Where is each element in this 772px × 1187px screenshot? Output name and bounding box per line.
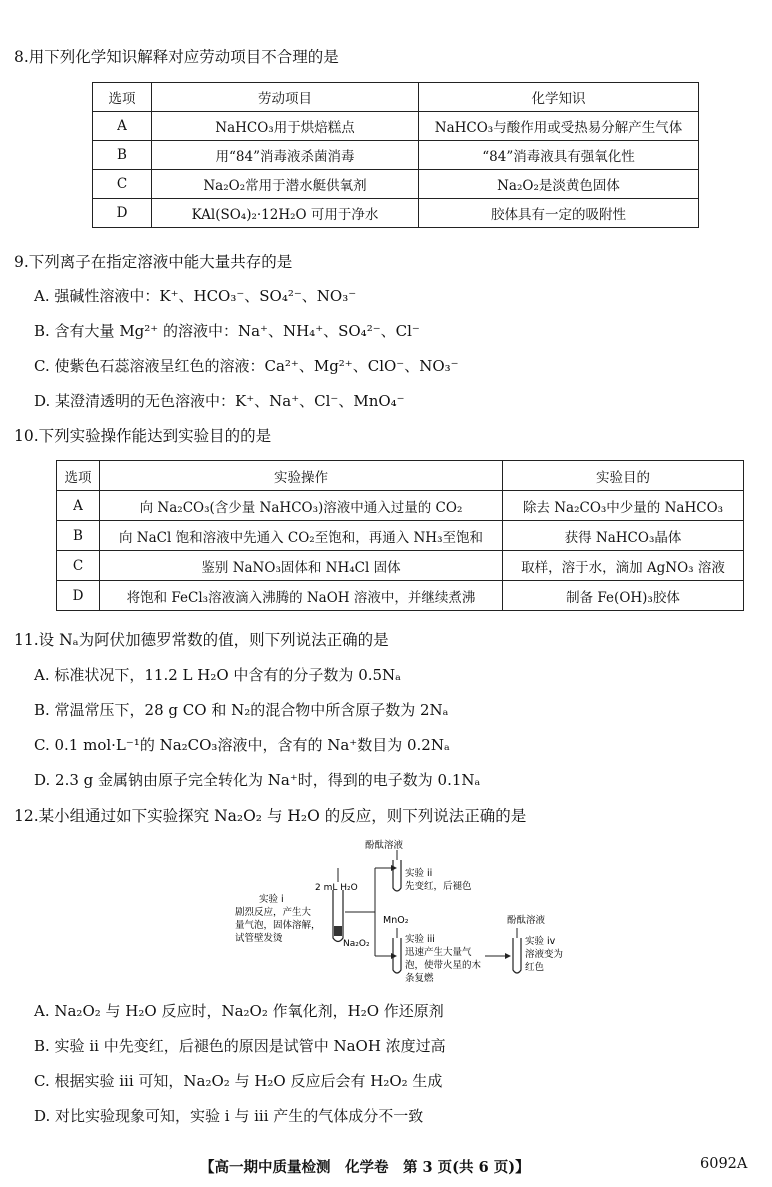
q11-option-a: A. 标准状况下，11.2 L H₂O 中含有的分子数为 0.5Nₐ — [34, 666, 401, 684]
col-header-option: 选项 — [57, 461, 100, 491]
table-row — [57, 551, 744, 581]
table-cell: Na₂O₂常用于潜水艇供氧剂 — [152, 170, 419, 199]
na2o2-label: Na₂O₂ — [343, 939, 370, 949]
table-cell: 除去 Na₂CO₃中少量的 NaHCO₃ — [503, 491, 744, 521]
table-row — [57, 491, 744, 521]
table-cell: 向 NaCl 饱和溶液中先通入 CO₂至饱和，再通入 NH₃至饱和 — [100, 521, 503, 551]
exp3-text: 实验 iii 迅速产生大量气 泡，使带火星的木 条复燃 — [405, 934, 482, 984]
table-row — [57, 521, 744, 551]
arrow-head — [391, 865, 397, 871]
q11-option-b: B. 常温常压下，28 g CO 和 N₂的混合物中所含原子数为 2Nₐ — [34, 701, 449, 719]
test-tube-exp4 — [513, 938, 521, 973]
q12-option-b: B. 实验 ii 中先变红，后褪色的原因是试管中 NaOH 浓度过高 — [34, 1037, 446, 1055]
table-header-row — [57, 461, 744, 491]
table-row — [93, 199, 699, 228]
table-cell: 用“84”消毒液杀菌消毒 — [152, 141, 419, 170]
table-cell: A — [57, 491, 100, 521]
table-cell: 胶体具有一定的吸附性 — [419, 199, 699, 228]
table-cell: 制备 Fe(OH)₃胶体 — [503, 581, 744, 611]
q9-option-b: B. 含有大量 Mg²⁺ 的溶液中：Na⁺、NH₄⁺、SO₄²⁻、Cl⁻ — [34, 322, 420, 340]
col-header-operation: 实验操作 — [100, 461, 503, 491]
table-cell: C — [57, 551, 100, 581]
q12-stem: 12.某小组通过如下实验探究 Na₂O₂ 与 H₂O 的反应，则下列说法正确的是 — [14, 807, 527, 825]
table-cell: B — [57, 521, 100, 551]
q12-option-c: C. 根据实验 iii 可知，Na₂O₂ 与 H₂O 反应后会有 H₂O₂ 生成 — [34, 1072, 443, 1090]
mno2-label: MnO₂ — [383, 915, 409, 926]
table-cell: A — [93, 112, 152, 141]
q9-option-a: A. 强碱性溶液中：K⁺、HCO₃⁻、SO₄²⁻、NO₃⁻ — [34, 287, 357, 305]
table-cell: 向 Na₂CO₃(含少量 NaHCO₃)溶液中通入过量的 CO₂ — [100, 491, 503, 521]
table-cell: KAl(SO₄)₂·12H₂O 可用于净水 — [152, 199, 419, 228]
col-header-labor: 劳动项目 — [152, 83, 419, 112]
q9-option-d: D. 某澄清透明的无色溶液中：K⁺、Na⁺、Cl⁻、MnO₄⁻ — [34, 392, 405, 410]
q8-stem: 8.用下列化学知识解释对应劳动项目不合理的是 — [14, 48, 339, 66]
table-cell: Na₂O₂是淡黄色固体 — [419, 170, 699, 199]
table-cell: 鉴别 NaNO₃固体和 NH₄Cl 固体 — [100, 551, 503, 581]
q11-stem: 11.设 Nₐ为阿伏加德罗常数的值，则下列说法正确的是 — [14, 631, 389, 649]
water-label: 2 mL H₂O — [315, 883, 358, 893]
paper-code: 6092A — [700, 1156, 748, 1172]
exp4-text: 实验 iv 溶液变为 红色 — [525, 936, 564, 973]
col-header-option: 选项 — [93, 83, 152, 112]
table-cell: “84”消毒液具有强氧化性 — [419, 141, 699, 170]
q9-stem: 9.下列离子在指定溶液中能大量共存的是 — [14, 253, 293, 271]
col-header-purpose: 实验目的 — [503, 461, 744, 491]
table-cell: D — [93, 199, 152, 228]
table-cell: 取样，溶于水，滴加 AgNO₃ 溶液 — [503, 551, 744, 581]
table-cell: 将饱和 FeCl₃溶液滴入沸腾的 NaOH 溶液中，并继续煮沸 — [100, 581, 503, 611]
exp1-text: 实验 i 剧烈反应，产生大 量气泡，固体溶解， 试管壁发烫 — [235, 894, 321, 944]
q11-option-d: D. 2.3 g 金属钠由原子完全转化为 Na⁺时，得到的电子数为 0.1Nₐ — [34, 771, 481, 789]
arrow-head — [391, 953, 397, 959]
table-cell: D — [57, 581, 100, 611]
page-footer: 【高一期中质量检测 化学卷 第 3 页(共 6 页)】 — [200, 1159, 530, 1176]
q12-option-a: A. Na₂O₂ 与 H₂O 反应时，Na₂O₂ 作氧化剂，H₂O 作还原剂 — [34, 1002, 444, 1020]
arrow-head — [505, 953, 511, 959]
table-cell: C — [93, 170, 152, 199]
table-header-row — [93, 83, 699, 112]
q10-table — [56, 460, 744, 611]
table-cell: NaHCO₃与酸作用或受热易分解产生气体 — [419, 112, 699, 141]
table-cell: 获得 NaHCO₃晶体 — [503, 521, 744, 551]
table-row — [57, 581, 744, 611]
q12-option-d: D. 对比实验现象可知，实验 i 与 iii 产生的气体成分不一致 — [34, 1107, 424, 1125]
table-row — [93, 112, 699, 141]
q11-option-c: C. 0.1 mol·L⁻¹的 Na₂CO₃溶液中，含有的 Na⁺数目为 0.2Nₐ — [34, 736, 450, 754]
table-row — [93, 170, 699, 199]
col-header-knowledge: 化学知识 — [419, 83, 699, 112]
phenolphthalein-top-label: 酚酞溶液 — [365, 840, 404, 851]
phenolphthalein-right-label: 酚酞溶液 — [507, 915, 546, 926]
test-tube-exp2 — [393, 860, 401, 891]
q8-table — [92, 82, 699, 228]
table-cell: B — [93, 141, 152, 170]
table-cell: NaHCO₃用于烘焙糕点 — [152, 112, 419, 141]
solid-sample — [334, 926, 342, 936]
q10-stem: 10.下列实验操作能达到实验目的的是 — [14, 427, 272, 445]
table-row — [93, 141, 699, 170]
q9-option-c: C. 使紫色石蕊溶液呈红色的溶液：Ca²⁺、Mg²⁺、ClO⁻、NO₃⁻ — [34, 357, 459, 375]
experiment-diagram — [225, 838, 605, 988]
exp2-text: 实验 ii 先变红，后褪色 — [405, 868, 472, 892]
